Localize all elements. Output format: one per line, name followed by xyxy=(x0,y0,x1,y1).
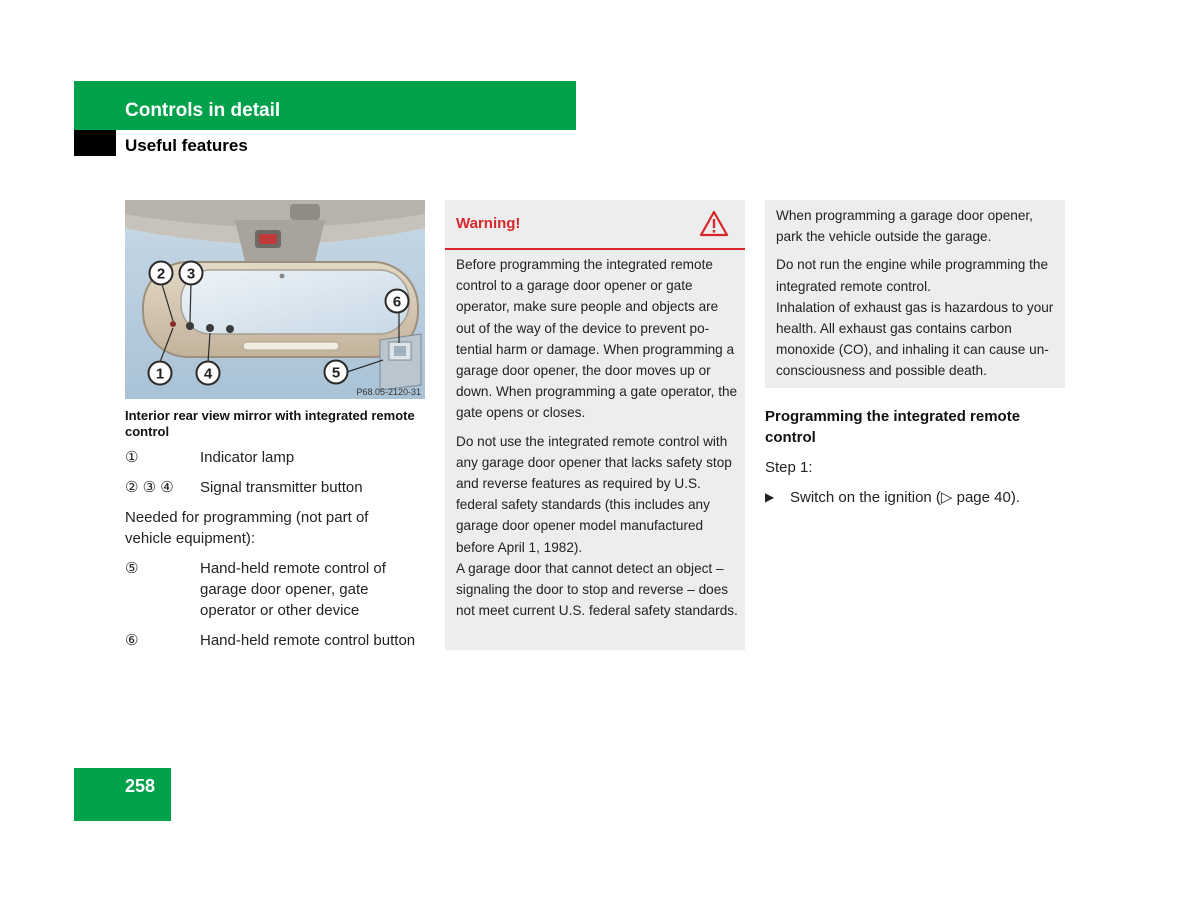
warning-paragraph: Before programming the integrated remote control to a garage door opener or gate operator, make sure people and objects are out of the way of the device to prevent po-tential harm or damage. When programming a garage door opener, the door moves up or down. When programming a gate operator, the gate opens or closes. xyxy=(456,257,738,421)
legend-text: Hand-held remote control of garage door opener, gate operator or other device xyxy=(200,560,386,619)
page-number-box xyxy=(74,768,171,821)
warning-box xyxy=(445,200,745,650)
warning-header xyxy=(445,200,745,250)
image-code: P68.05-2120-31 xyxy=(356,387,421,397)
svg-text:3: 3 xyxy=(186,265,196,283)
warning-paragraph: A garage door that cannot detect an object – signaling the door to stop and reverse – does not meet current U.S. federal safety standards. xyxy=(456,560,738,619)
legend-number: ⑤ xyxy=(125,560,139,577)
legend-item xyxy=(125,630,425,672)
programming-heading: Programming the integrated remote control xyxy=(765,408,1021,446)
warning-triangle-icon xyxy=(699,210,729,242)
mirror-illustration-graphic xyxy=(125,200,425,399)
svg-text:4: 4 xyxy=(203,365,213,383)
callout-3 xyxy=(180,262,203,285)
step-text: Switch on the ignition (▷ page 40). xyxy=(790,489,1021,506)
legend-text: Indicator lamp xyxy=(200,449,295,466)
legend-number: ① xyxy=(125,449,139,466)
section-title: Controls in detail xyxy=(125,100,281,121)
svg-text:5: 5 xyxy=(331,364,341,382)
callout-5 xyxy=(325,361,348,384)
figure-caption: Interior rear view mirror with integrated remote control xyxy=(125,408,415,439)
callout-2 xyxy=(150,262,173,285)
warning-paragraph: Do not use the integrated remote control with any garage door opener that lacks safety stop and reverse features as required by U.S. federal safety standards (this includes any garage door opener model manufactured before April 1, 1982). xyxy=(456,433,732,555)
legend-number: ② ③ ④ xyxy=(125,479,174,496)
legend-number: ⑥ xyxy=(125,632,139,649)
mirror-illustration xyxy=(125,200,425,399)
legend-text: Hand-held remote control button xyxy=(200,632,416,649)
notice-body xyxy=(776,205,1061,389)
callout-6 xyxy=(386,290,409,313)
svg-text:6: 6 xyxy=(392,293,402,311)
step-label: Step 1: xyxy=(765,459,813,476)
svg-text:2: 2 xyxy=(156,265,166,283)
legend-text: Signal transmitter button xyxy=(200,479,363,496)
programming-note: Needed for programming (not part of vehicle equipment): xyxy=(125,509,369,547)
bullet-arrow-icon: ▶ xyxy=(765,490,775,504)
notice-box xyxy=(765,200,1065,388)
callout-4 xyxy=(197,362,220,385)
warning-title: Warning! xyxy=(456,215,521,232)
page-number: 258 xyxy=(125,776,156,796)
subsection-title: Useful features xyxy=(125,136,248,155)
notice-paragraph: Do not run the engine while programming the integrated remote control. xyxy=(776,257,1049,294)
notice-paragraph: When programming a garage door opener, park the vehicle outside the garage. xyxy=(776,208,1033,245)
warning-body xyxy=(456,254,738,628)
callout-1 xyxy=(149,362,172,385)
section-marker xyxy=(74,130,116,156)
legend-item xyxy=(125,558,425,621)
notice-paragraph: Inhalation of exhaust gas is hazardous to your health. All exhaust gas contains carbon monoxide (CO), and inhaling it can cause un-consciousness and possible death. xyxy=(776,299,1054,379)
svg-text:1: 1 xyxy=(155,365,165,383)
